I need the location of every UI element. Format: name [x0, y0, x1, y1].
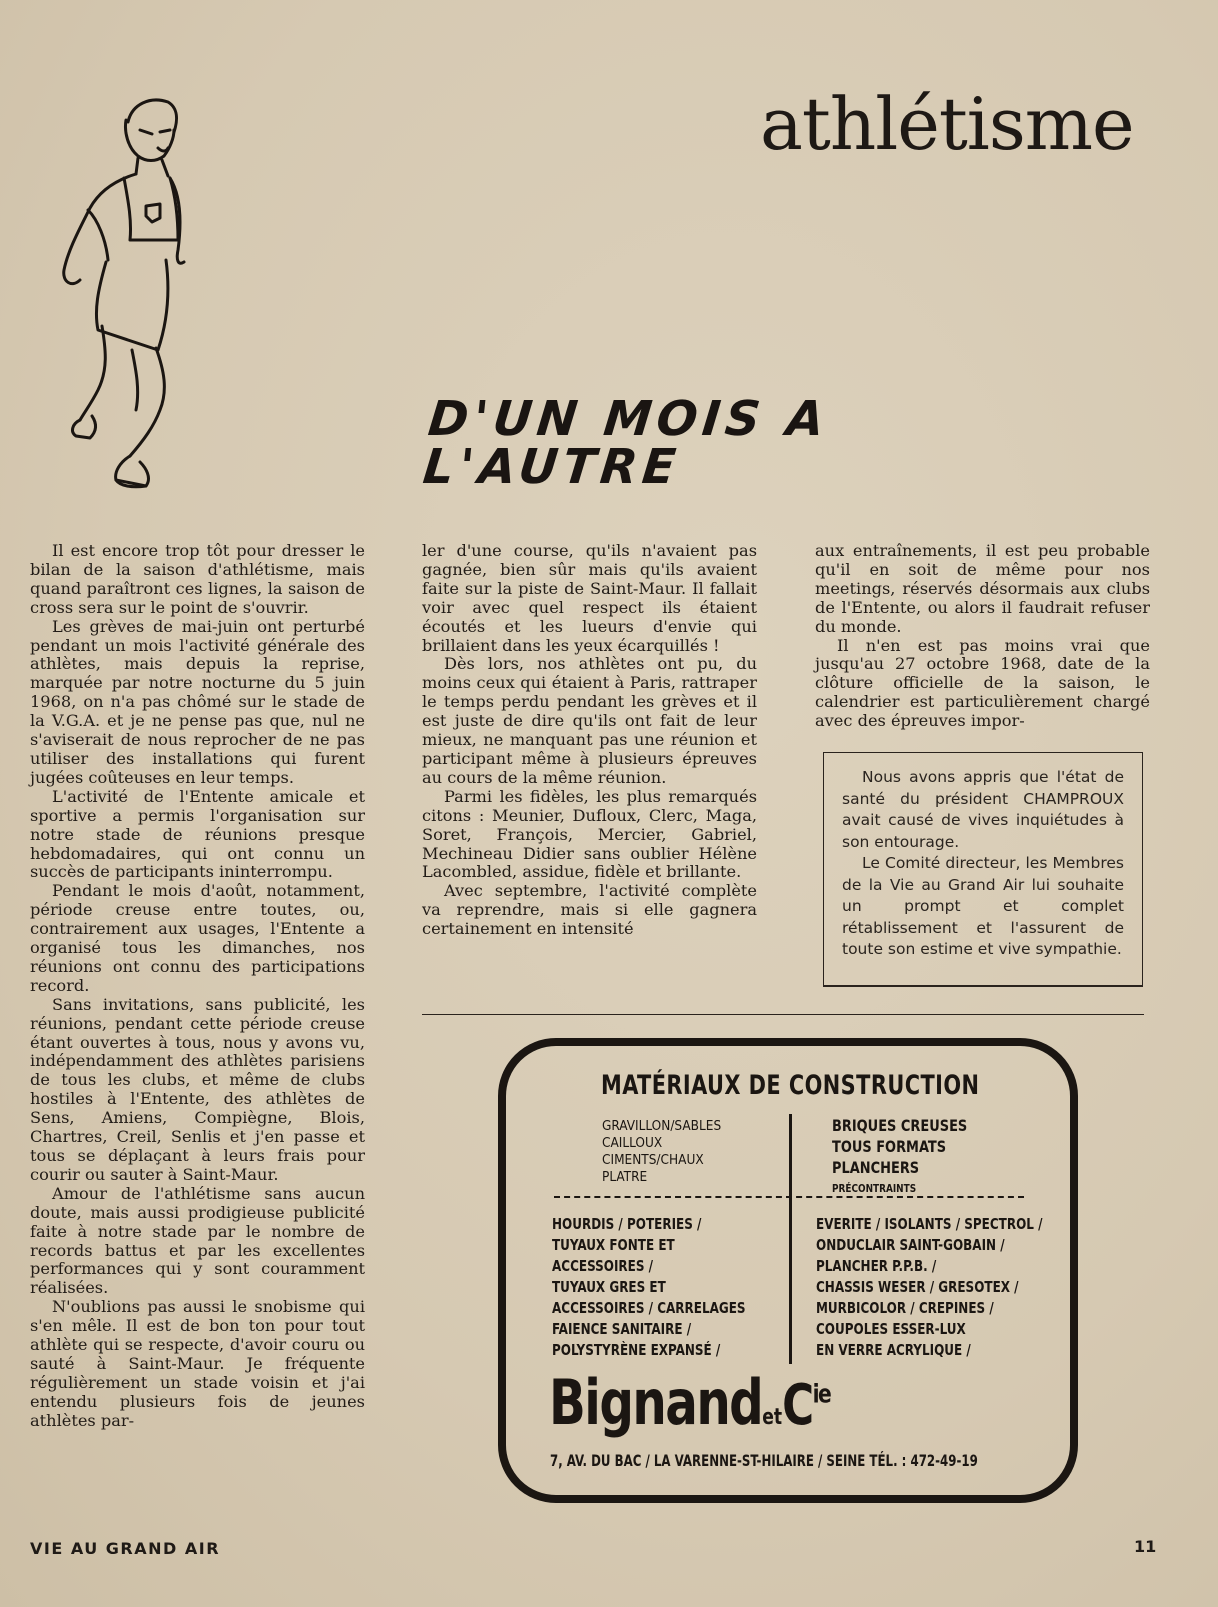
ad-item: ACCESSOIRES / CARRELAGES [552, 1299, 746, 1317]
paragraph: Avec septembre, l'activité complète va reprendre, mais si elle gagnera certainement en intensité [422, 881, 757, 939]
ad-item: PLANCHER P.P.B. / [816, 1257, 937, 1275]
ad-item: BRIQUES CREUSES [832, 1116, 968, 1135]
paragraph: Amour de l'athlétisme sans aucun doute, mais aussi prodigieuse publicité faite à notre stade par le nombre de records battus et par les excellentes performances qui y sont couramment réalisées. [30, 1183, 365, 1298]
brand-c: C [782, 1373, 813, 1438]
health-notice-box [823, 752, 1143, 987]
paragraph: Il n'en est pas moins vrai que jusqu'au 27 octobre 1968, date de la clôture officielle de la saison, le calendrier est particulièrement chargé avec des épreuves impor- [815, 635, 1150, 731]
ad-item: CIMENTS/CHAUX [602, 1152, 704, 1168]
ad-title: MATÉRIAUX DE CONSTRUCTION [601, 1070, 980, 1101]
divider [422, 1014, 1144, 1015]
brand-et: et [762, 1405, 783, 1430]
ad-item: TUYAUX GRES ET [552, 1278, 666, 1296]
ad-products-left [552, 1214, 746, 1361]
paragraph: Parmi les fidèles, les plus remarqués citons : Meunier, Dufloux, Clerc, Maga, Soret, François, Mercier, Gabriel, Mechineau Didier sans oublier Hélène Lacombled, assidue, fidèle et brillante. [422, 786, 757, 882]
paragraph: Les grèves de mai-juin ont perturbé pendant un mois l'activité générale des athlètes, mais depuis la reprise, marquée par notre nocturne du 5 juin 1968, on n'a pas chômé sur le stade de la V.G.A. et je ne pense pas que, nul ne s'aviserait de nous reprocher de ne pas utiliser des installations qui furent jugées coûteuses en leur temps. [30, 616, 365, 787]
paragraph: L'activité de l'Entente amicale et sportive a permis l'organisation sur notre stade de réunions presque hebdomadaires, qui ont connu un succès de participants ininterrompu. [30, 786, 365, 882]
ad-item: ACCESSOIRES / [552, 1257, 654, 1275]
ad-address: 7, AV. DU BAC / LA VARENNE-ST-HILAIRE / SEINE TÉL. : 472-49-19 [550, 1451, 978, 1470]
notice-paragraph: Le Comité directeur, les Membres de la Vie au Grand Air lui souhaite un prompt et complet rétablissement et l'assurent de toute son estime et vive sympathie. [842, 854, 1124, 958]
article-column-2 [422, 542, 757, 939]
paragraph: Dès lors, nos athlètes ont pu, du moins ceux qui étaient à Paris, rattraper le temps perdu pendant les grèves et il est juste de dire qu'ils ont fait de leur mieux, ne manquant pas une réunion et participant même à plusieurs épreuves au cours de la même réunion. [422, 654, 757, 787]
ad-item: CAILLOUX [602, 1135, 663, 1151]
ad-products-right [816, 1214, 1042, 1361]
runner-illustration [28, 90, 228, 510]
ad-item: COUPOLES ESSER-LUX [816, 1320, 966, 1338]
paragraph: Pendant le mois d'août, notamment, période creuse entre toutes, ou, contrairement aux usages, l'Entente a organisé tous les dimanches, nos réunions ont connu des participations record. [30, 881, 365, 995]
paragraph: aux entraînements, il est peu probable qu'il en soit de même pour nos meetings, réservés désormais aux clubs de l'Entente, ou alors il faudrait refuser du monde. [815, 541, 1150, 636]
article-column-1 [30, 542, 365, 1431]
ad-materials-list [602, 1118, 721, 1186]
ad-item: TOUS FORMATS [832, 1137, 947, 1156]
ad-item: CHASSIS WESER / GRESOTEX / [816, 1278, 1019, 1296]
ad-item: PLANCHERS [832, 1158, 920, 1177]
ad-item: ONDUCLAIR SAINT-GOBAIN / [816, 1236, 1005, 1254]
footer-magazine-name: VIE AU GRAND AIR [30, 1539, 221, 1558]
ad-divider-vertical [789, 1114, 792, 1364]
ad-item: FAIENCE SANITAIRE / [552, 1320, 692, 1338]
ad-item: EVERITE / ISOLANTS / SPECTROL / [816, 1215, 1043, 1233]
page-number: 11 [1134, 1537, 1157, 1556]
ad-item: GRAVILLON/SABLES [602, 1118, 722, 1134]
article-column-3 [815, 542, 1150, 731]
ad-item: PRÉCONTRAINTS [832, 1182, 917, 1195]
paragraph: ler d'une course, qu'ils n'avaient pas gagnée, bien sûr mais qu'ils avaient faite sur la piste de Saint-Maur. Il fallait voir avec quel respect ils étaient écoutés et les lueurs d'envie qui brillaient dans les yeux écarquillés ! [422, 541, 757, 655]
ad-brand-logo [549, 1366, 831, 1439]
ad-item: MURBICOLOR / CREPINES / [816, 1299, 994, 1317]
article-headline: D'UN MOIS A L'AUTRE [420, 391, 832, 495]
notice-paragraph: Nous avons appris que l'état de santé du président CHAMPROUX avait causé de vives inquiétudes à son entourage. [842, 768, 1124, 851]
advertisement [498, 1038, 1078, 1503]
brand-ie: ie [812, 1379, 831, 1410]
paragraph: Sans invitations, sans publicité, les réunions, pendant cette période creuse étant ouvertes à tous, nous y avons vu, indépendamment des athlètes parisiens de tous les clubs, et même de clubs hostiles à l'Entente, des athlètes de Sens, Amiens, Compiègne, Blois, Chartres, Creil, Senlis et j'en passe et tous se déplaçant à leurs frais pour courir ou sauter à Saint-Maur. [30, 994, 365, 1184]
paragraph: N'oublions pas aussi le snobisme qui s'en mêle. Il est de bon ton pour tout athlète qui se respecte, d'avoir couru ou sauté à Saint-Maur. Je fréquente régulièrement un stade voisin et j'ai entendu plusieurs fois de jeunes athlètes par- [30, 1297, 365, 1430]
paragraph: Il est encore trop tôt pour dresser le bilan de la saison d'athlétisme, mais quand paraîtront ces lignes, la saison de cross sera sur le point de s'ouvrir. [30, 541, 365, 617]
ad-item: POLYSTYRÈNE EXPANSÉ / [552, 1341, 721, 1359]
ad-item: EN VERRE ACRYLIQUE / [816, 1341, 971, 1359]
ad-bricks-list [832, 1115, 967, 1199]
ad-item: PLATRE [602, 1169, 648, 1185]
ad-divider-dashed [554, 1196, 1024, 1198]
ad-item: TUYAUX FONTE ET [552, 1236, 675, 1254]
ad-item: HOURDIS / POTERIES / [552, 1215, 702, 1233]
section-title: athlétisme [760, 82, 1134, 166]
brand-name: Bignand [549, 1366, 763, 1439]
